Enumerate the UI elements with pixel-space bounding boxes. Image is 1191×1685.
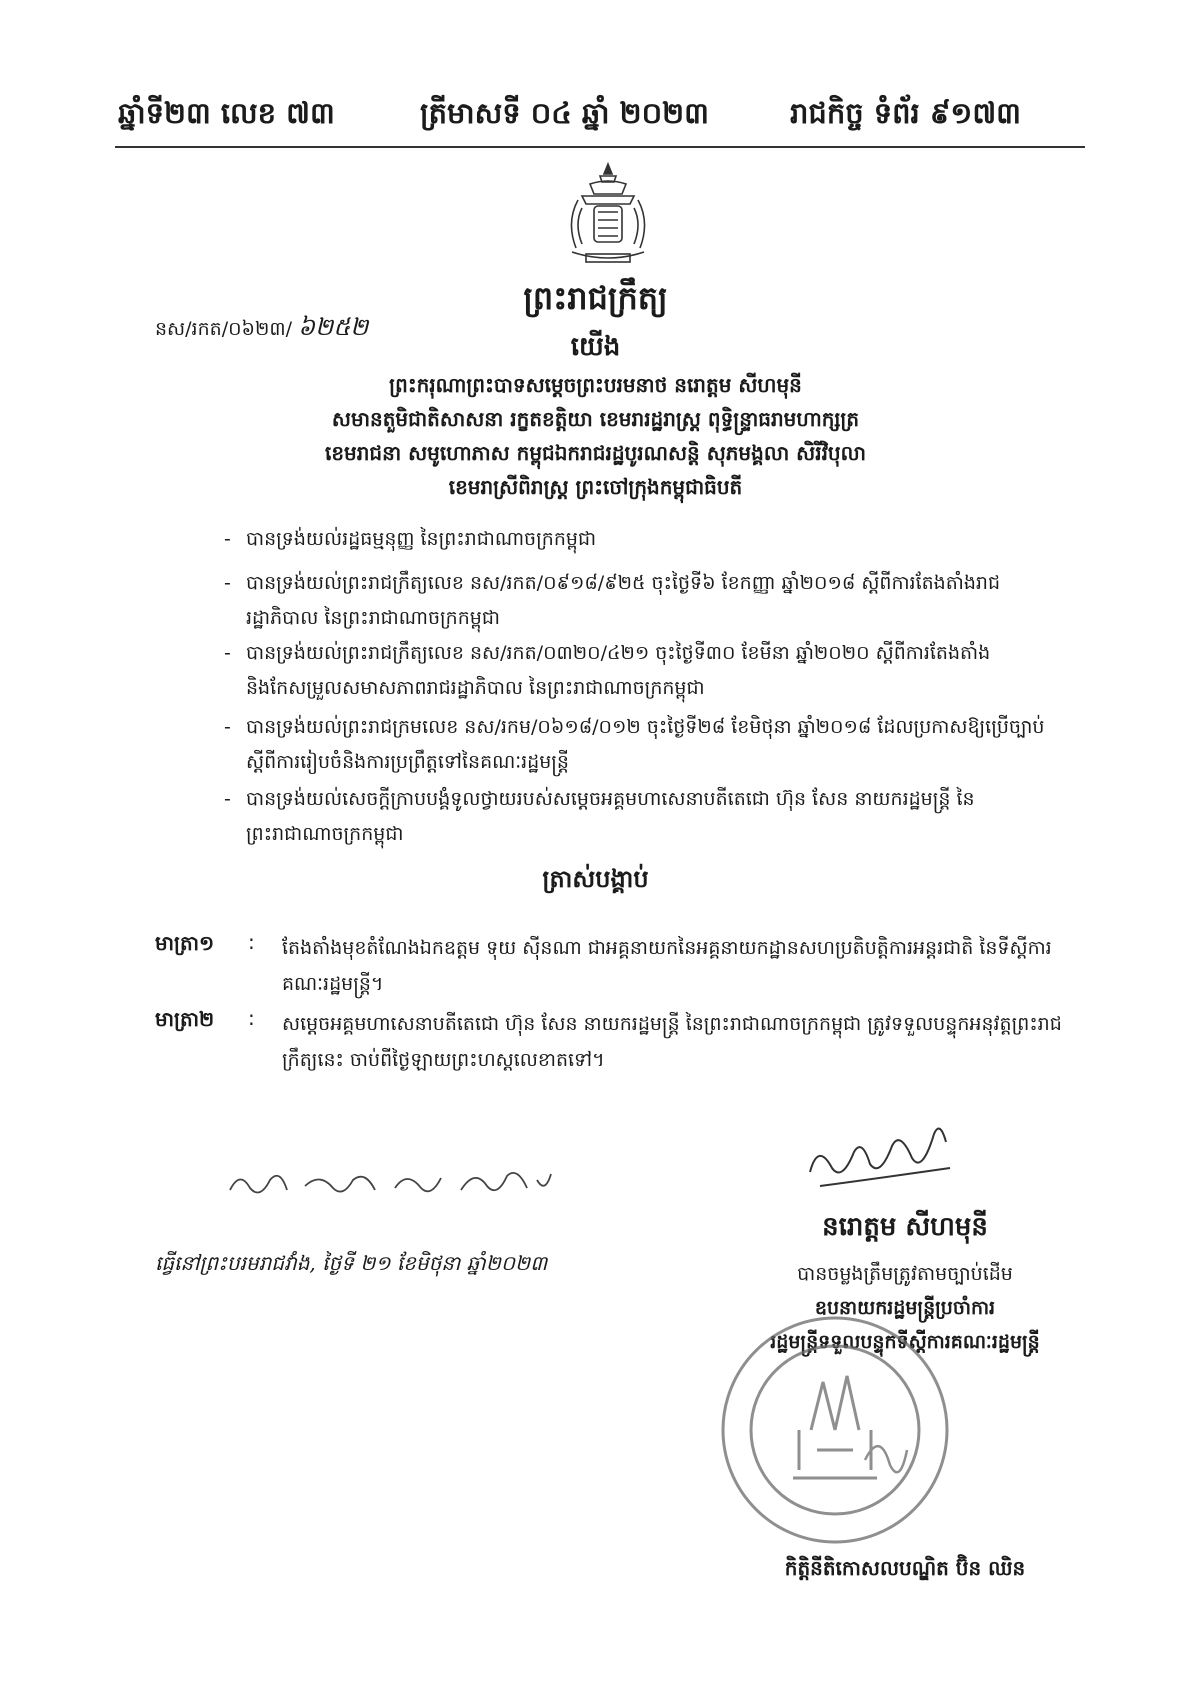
gazette-issue: ឆ្នាំទី២៣ លេខ ៧៣ <box>118 96 335 130</box>
visa-item: - បានទ្រង់យល់ព្រះរាជក្រមលេខ នស/រកម/០៦១៨/០១២ ចុះថ្ងៃទី២៨ ខែមិថុនា ឆ្នាំ២០១៨ ដែលប្រកាសឱ្យប្រើច្បាប់ស្តីពីការរៀបចំនិងការប្រព្រឹត្តទៅនៃគណៈរដ្ឋមន្ត្រី <box>224 716 1045 773</box>
king-title-line: សមានតួមិជាតិសាសនា រក្ខតខត្តិយា ខេមរារដ្ឋរាស្ត្រ ពុទ្ធិន្រ្ទាធរាមហាក្សត្រ <box>331 407 860 431</box>
king-title-line: ខេមរាស្រីពិរាស្ត្រ ព្រះចៅក្រុងកម្ពុជាធិបតី <box>448 475 743 499</box>
article-label: មាត្រា១ <box>155 931 215 955</box>
header-divider <box>115 146 1085 148</box>
document-title: ព្រះរាជក្រឹត្យ <box>523 279 668 317</box>
visa-text: បានទ្រង់យល់រដ្ឋធម្មនុញ្ញ នៃព្រះរាជាណាចក្រកម្ពុជា <box>246 528 597 550</box>
visa-text: បានទ្រង់យល់ព្រះរាជក្រមលេខ នស/រកម/០៦១៨/០១២ ចុះថ្ងៃទី២៨ ខែមិថុនា ឆ្នាំ២០១៨ ដែលប្រកាសឱ្យប្រើច្បាប់ស្តីពីការរៀបចំនិងការប្រព្រឹត្តទៅនៃគណៈរដ្ឋមន្ត្រី <box>246 716 1045 773</box>
visa-text: បានទ្រង់យល់ព្រះរាជក្រឹត្យលេខ នស/រកត/០៩១៨/៩២៥ ចុះថ្ងៃទី៦ ខែកញ្ញា ឆ្នាំ២០១៨ ស្តីពីការតែងតាំងរាជរដ្ឋាភិបាល នៃព្រះរាជាណាចក្រកម្ពុជា <box>246 572 1001 629</box>
article-label: មាត្រា២ <box>155 1007 215 1031</box>
signatory-name: នរោត្តម សីហមុនី <box>822 1212 988 1242</box>
king-title-line: ព្រះករុណាព្រះបាទសម្តេចព្រះបរមនាថ នរោត្តម សីហមុនី <box>389 373 802 397</box>
we-heading: យើង <box>570 332 621 362</box>
official-seal-icon <box>715 1310 955 1550</box>
visa-item: - បានទ្រង់យល់ព្រះរាជក្រឹត្យលេខ នស/រកត/០៣២០/៤២១ ចុះថ្ងៃទី៣០ ខែមីនា ឆ្នាំ២០២០ ស្តីពីការតែងតាំង និងកែសម្រួលសមាសភាពរាជរដ្ឋាភិបាល នៃព្រះរាជាណាចក្រកម្ពុជា <box>224 642 991 699</box>
article-colon: : <box>248 930 255 954</box>
signatory-title: រដ្ឋមន្ត្រីទទួលបន្ទុកទីស្តីការគណៈរដ្ឋមន្ត្រី <box>770 1331 1040 1353</box>
article-colon: : <box>248 1006 255 1030</box>
visa-item: - បានទ្រង់យល់រដ្ឋធម្មនុញ្ញ នៃព្រះរាជាណាចក្រកម្ពុជា <box>224 528 597 550</box>
visa-text: បានទ្រង់យល់សេចក្តីក្រាបបង្គំទូលថ្វាយរបស់សម្តេចអគ្គមហាសេនាបតីតេជោ ហ៊ុន សែន នាយករដ្ឋមន្ត្រី នៃព្រះរាជាណាចក្រកម្ពុជា <box>246 788 975 845</box>
visa-text: បានទ្រង់យល់ព្រះរាជក្រឹត្យលេខ នស/រកត/០៣២០/៤២១ ចុះថ្ងៃទី៣០ ខែមីនា ឆ្នាំ២០២០ ស្តីពីការតែងតាំង និងកែសម្រួលសមាសភាពរាជរដ្ឋាភិបាល នៃព្រះរាជាណាចក្រកម្ពុជា <box>246 642 991 699</box>
royal-emblem-icon <box>560 160 656 270</box>
article-text: តែងតាំងមុខតំណែងឯកឧត្តម ទុយ ស៊ីនណា ជាអគ្គនាយកនៃអគ្គនាយកដ្ឋានសហប្រតិបត្តិការអន្តរជាតិ នៃទីស្តីការគណៈរដ្ឋមន្ត្រី។ <box>282 937 1052 995</box>
reference-printed: នស/រកត/០៦២៣/ <box>155 318 293 340</box>
decrees-heading: ត្រាស់បង្គាប់ <box>542 865 649 893</box>
visa-item: - បានទ្រង់យល់ព្រះរាជក្រឹត្យលេខ នស/រកត/០៩១៨/៩២៥ ចុះថ្ងៃទី៦ ខែកញ្ញា ឆ្នាំ២០១៨ ស្តីពីការតែងតាំងរាជរដ្ឋាភិបាល នៃព្រះរាជាណាចក្រកម្ពុជា <box>224 572 1001 629</box>
king-signature-icon <box>800 1112 960 1196</box>
reference-handwritten: ៦២៥២ <box>298 313 369 341</box>
signatory-bottom-name: កិត្តិនីតិកោសលបណ្ឌិត ប៊ិន ឈិន <box>784 1556 1026 1580</box>
handwritten-date-signature-icon <box>225 1150 555 1210</box>
certified-copy-line: បានចម្លងត្រឹមត្រូវតាមច្បាប់ដើម <box>797 1263 1013 1285</box>
signatory-title: ឧបនាយករដ្ឋមន្ត្រីប្រចាំការ <box>814 1297 996 1319</box>
visa-item: - បានទ្រង់យល់សេចក្តីក្រាបបង្គំទូលថ្វាយរបស់សម្តេចអគ្គមហាសេនាបតីតេជោ ហ៊ុន សែន នាយករដ្ឋមន្ត្រី នៃព្រះរាជាណាចក្រកម្ពុជា <box>224 788 975 845</box>
gazette-page-number: រាជកិច្ច ទំព័រ ៩១៧៣ <box>790 96 1021 130</box>
article-text: សម្តេចអគ្គមហាសេនាបតីតេជោ ហ៊ុន សែន នាយករដ្ឋមន្ត្រី នៃព្រះរាជាណាចក្រកម្ពុជា ត្រូវទទួលបន្ទុកអនុវត្តព្រះរាជក្រឹត្យនេះ ចាប់ពីថ្ងៃឡាយព្រះហស្តលេខាតទៅ។ <box>282 1013 1062 1071</box>
king-title-line: ខេមរាជនា សមូហោភាស កម្ពុជឯករាជរដ្ឋបូរណសន្តិ សុភមង្គលា សិរីវិបុលា <box>324 441 867 465</box>
place-and-date: ធ្វើនៅព្រះបរមរាជវាំង, ថ្ងៃទី ២១ ខែមិថុនា ឆ្នាំ២០២៣ <box>155 1251 548 1275</box>
gazette-quarter: ត្រីមាសទី ០៤ ឆ្នាំ ២០២៣ <box>420 96 709 130</box>
